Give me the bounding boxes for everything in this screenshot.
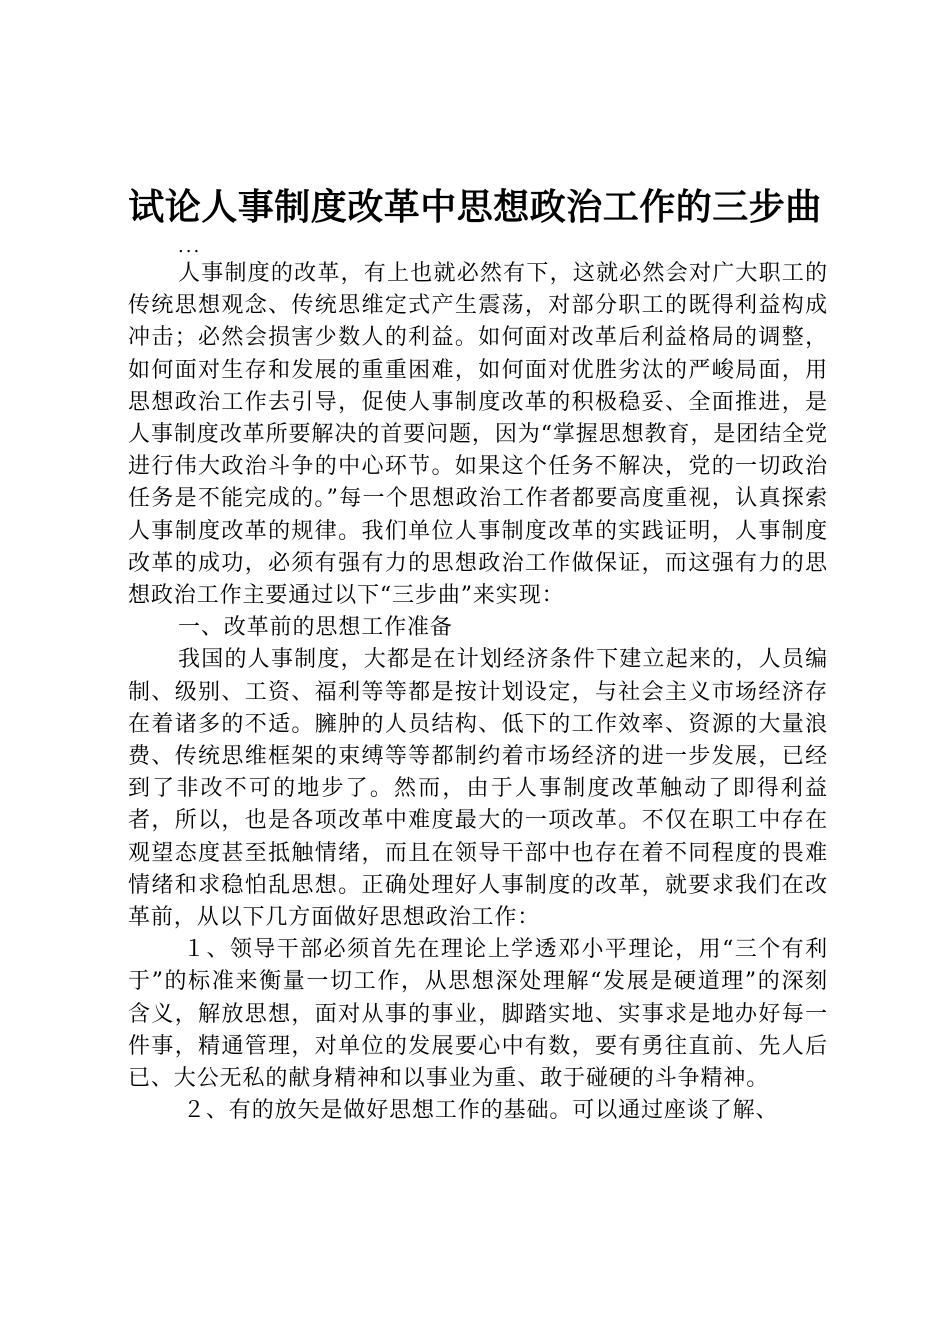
section-heading-1: 一、改革前的思想工作准备 bbox=[178, 615, 453, 641]
document-title: 试论人事制度改革中思想政治工作的三步曲 bbox=[128, 187, 822, 228]
title-ellipsis: ... bbox=[178, 236, 202, 257]
body-paragraph: 我国的人事制度，大都是在计划经济条件下建立起来的，人员编制、级别、工资、福利等等都是按计划设定，与社会主义市场经济存在着诸多的不适。臃肿的人员结构、低下的工作效率、资源的大量浪费、传统思维框架的束缚等等都制约着市场经济的进一步发展，已经到了非改不可的地步了。然而，由于人事制度改革触动了即得利益者，所以，也是各项改革中难度最大的一项改革。不仅在职工中存在观望态度甚至抵触情绪，而且在领导干部中也存在着不同程度的畏难情绪和求稳怕乱思想。正确处理好人事制度的改革，就要求我们在改革前，从以下几方面做好思想政治工作： bbox=[128, 647, 828, 931]
list-item-1: １、领导干部必须首先在理论上学透邓小平理论，用“三个有利于”的标准来衡量一切工作，从思想深处理解“发展是硬道理”的深刻含义，解放思想，面对从事的事业，脚踏实地、实事求是地办好每一件事，精通管理，对单位的发展要心中有数，要有勇往直前、先人后已、大公无私的献身精神和以事业为重、敢于碰硬的斗争精神。 bbox=[128, 937, 828, 1092]
list-item-2: ２、有的放矢是做好思想工作的基础。可以通过座谈了解、 bbox=[183, 1098, 779, 1124]
document-body bbox=[128, 258, 828, 1127]
intro-paragraph: 人事制度的改革，有上也就必然有下，这就必然会对广大职工的传统思想观念、传统思维定式产生震荡，对部分职工的既得利益构成冲击；必然会损害少数人的利益。如何面对改革后利益格局的调整，如何面对生存和发展的重重困难，如何面对优胜劣汰的严峻局面，用思想政治工作去引导，促使人事制度改革的积极稳妥、全面推进，是人事制度改革所要解决的首要问题，因为“掌握思想教育，是团结全党进行伟大政治斗争的中心环节。如果这个任务不解决，党的一切政治任务是不能完成的。”每一个思想政治工作者都要高度重视，认真探索人事制度改革的规律。我们单位人事制度改革的实践证明，人事制度改革的成功，必须有强有力的思想政治工作做保证，而这强有力的思想政治工作主要通过以下“三步曲”来实现： bbox=[128, 261, 828, 609]
